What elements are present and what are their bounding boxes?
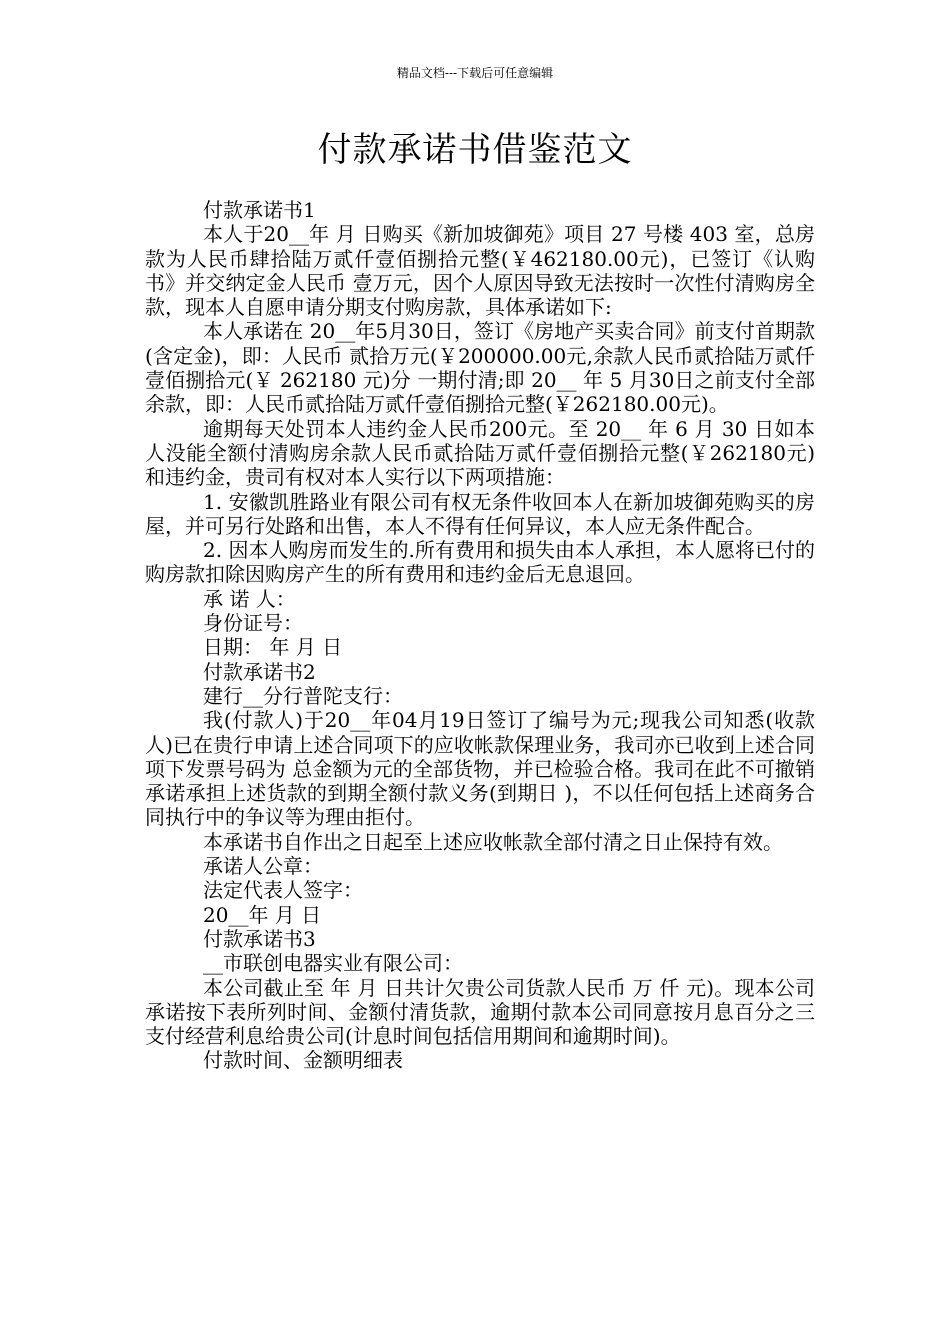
section-heading-3: 付款承诺书3 [203, 926, 316, 951]
paragraph: 我(付款人)于20__年04月19日签订了编号为元;现我公司知悉(收款人)已在贵行申请上述合同项下的应收帐款保理业务，我司亦已收到上述合同项下发票号码为 总金额为元的全部货物，并已检验合格。我司在此不可撤销承诺承担上述货款的到期全额付款义务(到期日 )，不以任何包括上述商务合同执行中的争议等为理由拒付。 [145, 708, 815, 830]
date-line: 20__年 月 日 [203, 902, 322, 927]
document-body [145, 198, 815, 1073]
addressee: 建行__分行普陀支行： [203, 683, 403, 708]
list-item: 2. 因本人购房而发生的.所有费用和损失由本人承担，本人愿将已付的购房款扣除因购房产生的所有费用和违约金后无息退回。 [145, 538, 815, 587]
seal-line: 承诺人公章： [203, 854, 323, 879]
id-number-line: 身份证号： [203, 611, 303, 636]
section-heading-2: 付款承诺书2 [203, 659, 316, 684]
paragraph: 本人于20__年 月 日购买《新加坡御苑》项目 27 号楼 403 室，总房款为人民币肆拾陆万贰仟壹佰捌拾元整(￥462180.00元)，已签订《认购书》并交纳定金人民币 壹万元，因个人原因导致无法按时一次性付清购房全款，现本人自愿申请分期支付购房款，具体承诺如下: [145, 222, 815, 320]
date-line: 日期： 年 月 日 [203, 635, 343, 660]
addressee: __市联创电器实业有限公司： [203, 951, 463, 976]
document-title: 付款承诺书借鉴范文 [317, 130, 633, 170]
paragraph: 本人承诺在 20__年5月30日，签订《房地产买卖合同》前支付首期款(含定金)，即：人民币 贰拾万元(￥200000.00元,余款人民币贰拾陆万贰仟壹佰捌拾元(￥ 262180 元)分 一期付清;即 20__ 年 5 月30日之前支付全部余款，即：人民币贰拾陆万贰仟壹佰捌拾元整(￥262180.00元)。 [145, 319, 815, 417]
table-caption: 付款时间、金额明细表 [203, 1048, 403, 1073]
signature-line: 承 诺 人： [203, 586, 296, 611]
paragraph: 本公司截止至 年 月 日共计欠贵公司货款人民币 万 仟 元)。现本公司承诺按下表所列时间、金额付清货款，逾期付款本公司同意按月息百分之三支付经营利息给贵公司(计息时间包括信用期间和逾期时间)。 [145, 975, 815, 1049]
list-item: 1. 安徽凯胜路业有限公司有权无条件收回本人在新加坡御苑购买的房屋，并可另行处路和出售，本人不得有任何异议，本人应无条件配合。 [145, 489, 815, 538]
paragraph: 逾期每天处罚本人违约金人民币200元。至 20__ 年 6 月 30 日如本人没能全额付清购房余款人民币贰拾陆万贰仟壹佰捌拾元整(￥262180元)和违约金，贵司有权对本人实行以下两项措施： [145, 416, 815, 490]
legal-rep-line: 法定代表人签字： [203, 878, 363, 903]
section-heading-1: 付款承诺书1 [203, 198, 316, 222]
page-header: 精品文档---下载后可任意编辑 [396, 66, 554, 80]
paragraph: 本承诺书自作出之日起至上述应收帐款全部付清之日止保持有效。 [203, 829, 783, 854]
